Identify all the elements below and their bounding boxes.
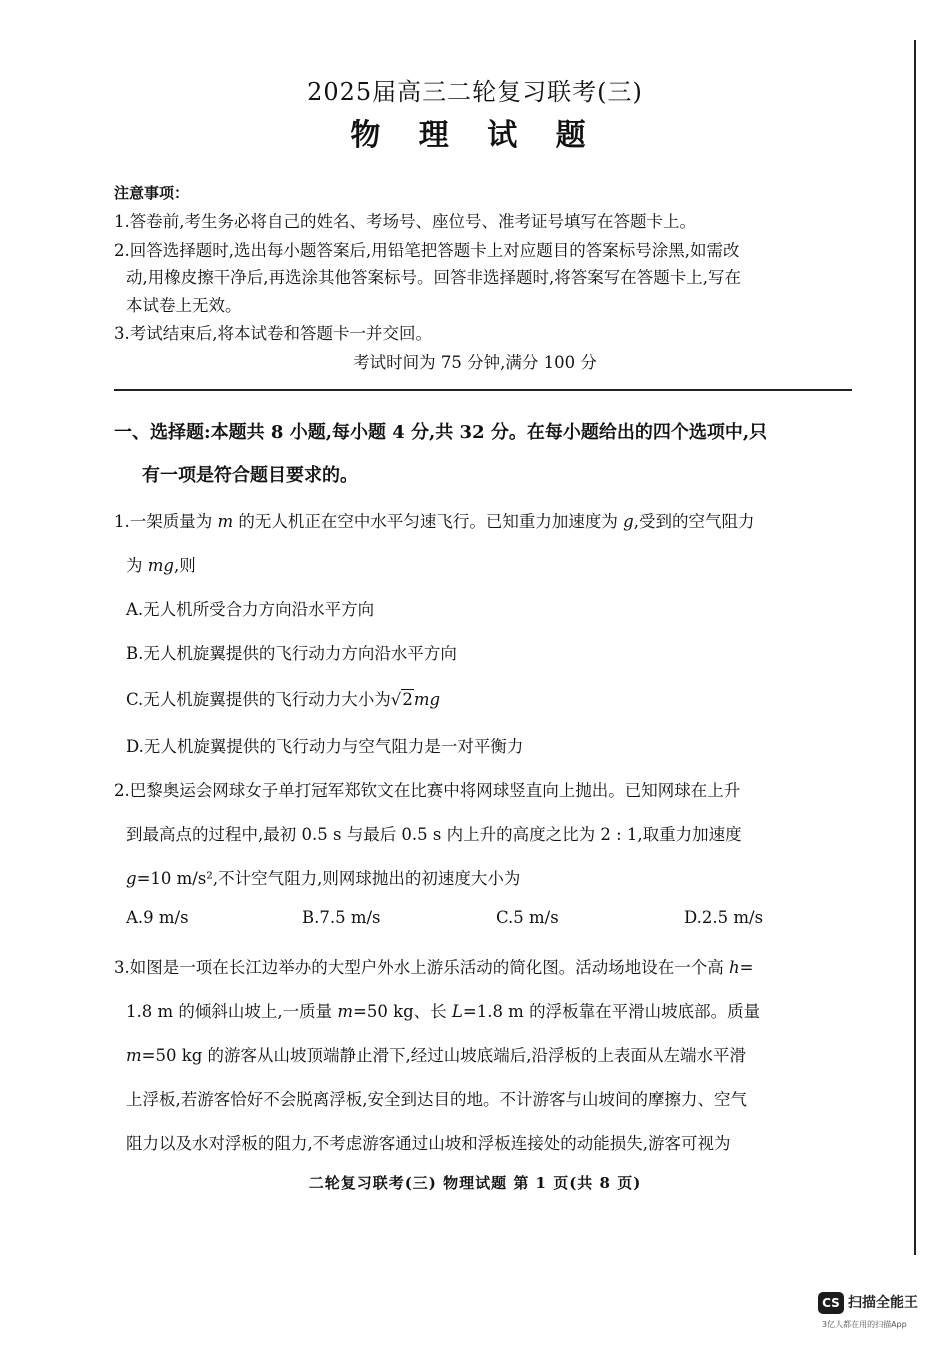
notice-line: 3.考试结束后,将本试卷和答题卡一并交回。 xyxy=(114,324,432,343)
section-heading: 一、选择题:本题共 8 小题,每小题 4 分,共 32 分。在每小题给出的四个选项中,只 xyxy=(114,422,768,443)
notice-line: 1.答卷前,考生务必将自己的姓名、考场号、座位号、准考证号填写在答题卡上。 xyxy=(114,212,696,231)
question-1-option-b: B.无人机旋翼提供的飞行动力方向沿水平方向 xyxy=(126,644,457,663)
question-3-stem-cont: 上浮板,若游客恰好不会脱离浮板,安全到达目的地。不计游客与山坡间的摩擦力、空气 xyxy=(126,1090,747,1109)
divider xyxy=(114,389,852,391)
question-2-options xyxy=(126,908,826,930)
question-1-stem-cont: 为 mg,则 xyxy=(126,556,196,575)
watermark-tagline: 3亿人都在用的扫描App xyxy=(822,1320,907,1329)
question-3-stem-cont: 阻力以及水对浮板的阻力,不考虑游客通过山坡和浮板连接处的动能损失,游客可视为 xyxy=(126,1134,731,1153)
exam-title: 2025届高三二轮复习联考(三) xyxy=(307,78,643,106)
subject-title: 物 理 试 题 xyxy=(350,118,600,153)
sqrt-symbol: √2 xyxy=(390,690,413,709)
question-1-option-d: D.无人机旋翼提供的飞行动力与空气阻力是一对平衡力 xyxy=(126,737,524,756)
exam-time-score: 考试时间为 75 分钟,满分 100 分 xyxy=(353,353,597,372)
question-1-option-a: A.无人机所受合力方向沿水平方向 xyxy=(126,600,375,619)
scanner-watermark xyxy=(818,1288,938,1338)
notice-line: 2.回答选择题时,选出每小题答案后,用铅笔把答题卡上对应题目的答案标号涂黑,如需改 xyxy=(114,241,740,260)
question-3-stem: 3.如图是一项在长江边举办的大型户外水上游乐活动的简化图。活动场地设在一个高 h= xyxy=(114,958,754,977)
notice-line: 动,用橡皮擦干净后,再选涂其他答案标号。回答非选择题时,将答案写在答题卡上,写在 xyxy=(126,268,741,287)
question-3-stem-cont: m=50 kg 的游客从山坡顶端静止滑下,经过山坡底端后,沿浮板的上表面从左端水平滑 xyxy=(126,1046,747,1065)
question-2-stem-cont: 到最高点的过程中,最初 0.5 s 与最后 0.5 s 内上升的高度之比为 2 : 1,取重力加速度 xyxy=(126,825,742,844)
question-2-option-b: B.7.5 m/s xyxy=(302,908,381,927)
question-2-option-c: C.5 m/s xyxy=(496,908,559,927)
page-footer: 二轮复习联考(三) 物理试题 第 1 页(共 8 页) xyxy=(308,1174,642,1192)
page-edge-line xyxy=(914,40,916,1255)
question-2-option-a: A.9 m/s xyxy=(126,908,189,927)
question-3-stem-cont: 1.8 m 的倾斜山坡上,一质量 m=50 kg、长 L=1.8 m 的浮板靠在平滑山坡底部。质量 xyxy=(126,1002,761,1021)
question-2-stem-cont: g=10 m/s²,不计空气阻力,则网球抛出的初速度大小为 xyxy=(126,869,521,888)
section-heading-cont: 有一项是符合题目要求的。 xyxy=(142,465,358,486)
question-2-stem: 2.巴黎奥运会网球女子单打冠军郑钦文在比赛中将网球竖直向上抛出。已知网球在上升 xyxy=(114,781,741,800)
camscanner-logo-icon: CS xyxy=(818,1292,844,1314)
notice-heading: 注意事项： xyxy=(114,184,190,202)
question-1-stem: 1.一架质量为 m 的无人机正在空中水平匀速飞行。已知重力加速度为 g,受到的空气阻力 xyxy=(114,512,755,531)
question-1-option-c: C.无人机旋翼提供的飞行动力大小为√2mg xyxy=(126,690,441,709)
watermark-name: 扫描全能王 xyxy=(848,1295,918,1311)
notice-line: 本试卷上无效。 xyxy=(126,296,242,315)
question-2-option-d: D.2.5 m/s xyxy=(684,908,764,927)
